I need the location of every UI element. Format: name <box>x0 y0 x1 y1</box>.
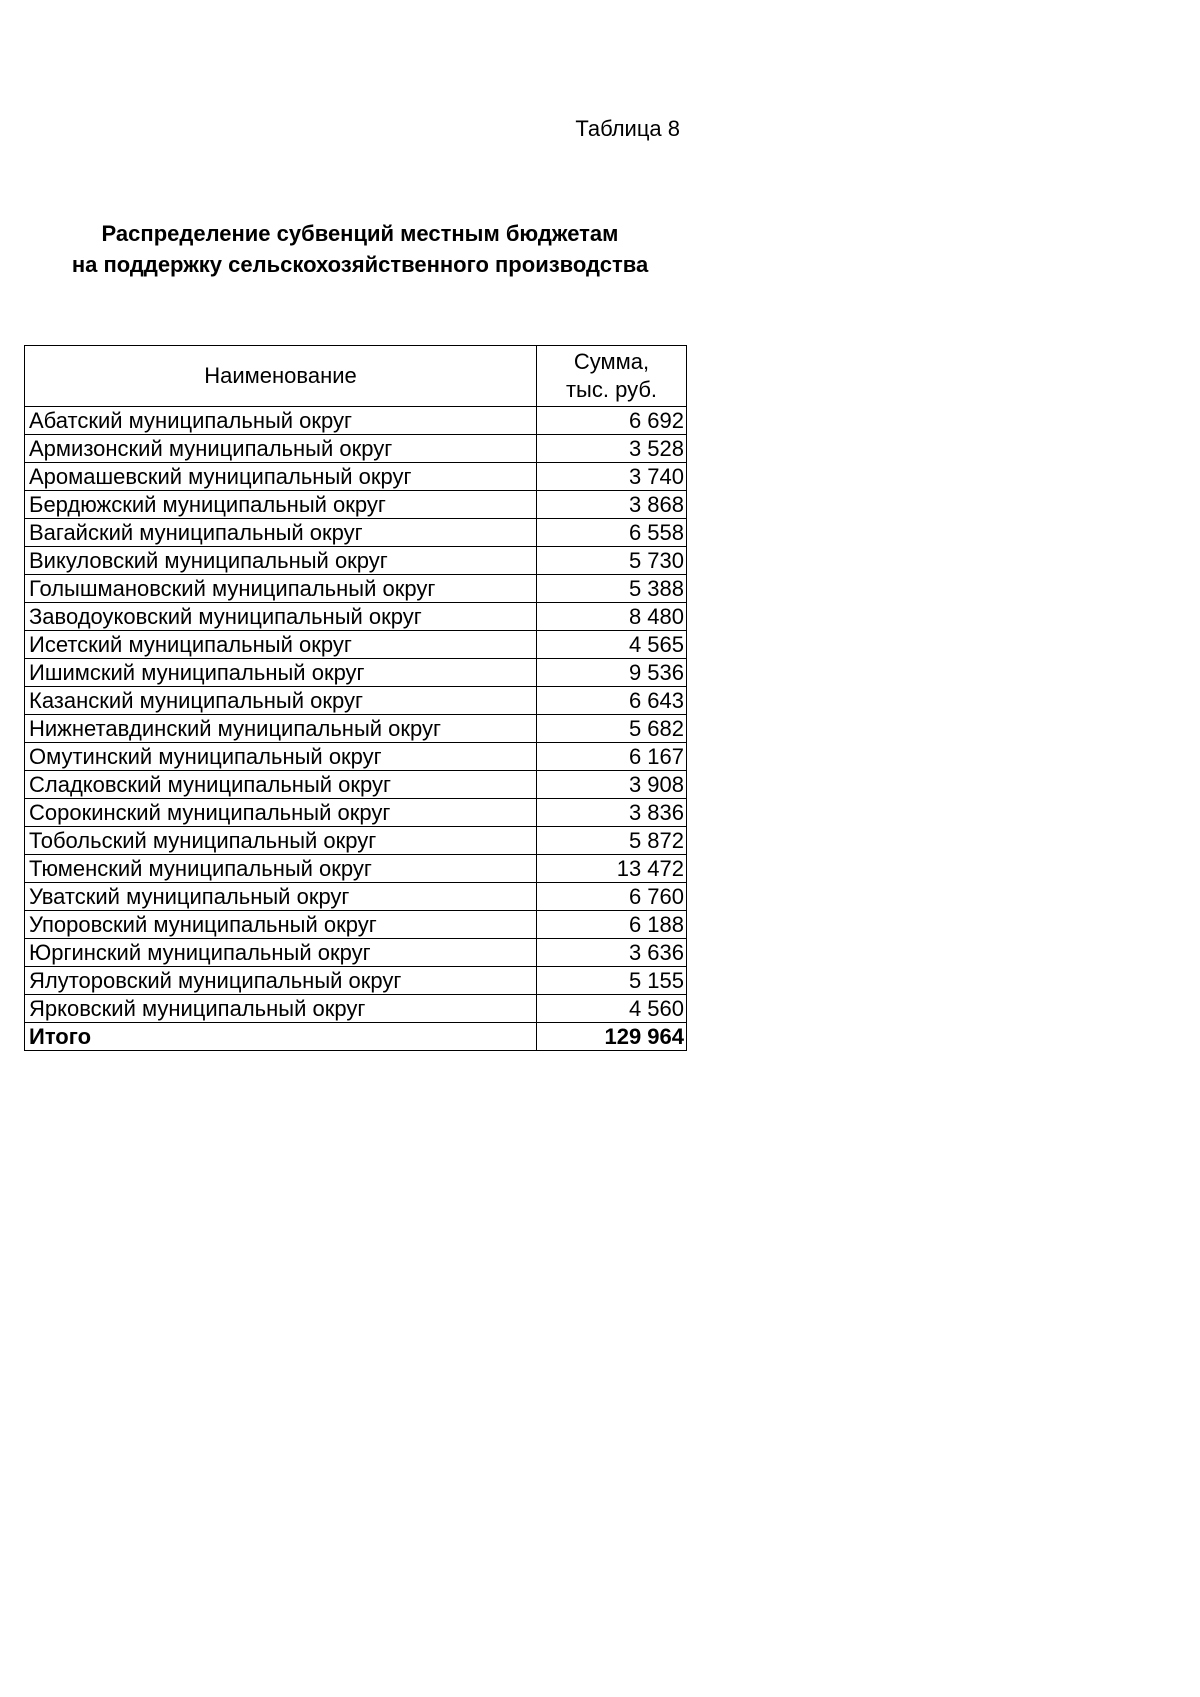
district-name-cell: Исетский муниципальный округ <box>25 631 537 659</box>
district-name-cell: Ялуторовский муниципальный округ <box>25 967 537 995</box>
amount-cell: 5 730 <box>537 547 687 575</box>
subvention-table <box>24 345 687 1051</box>
table-row <box>25 967 687 995</box>
district-name-cell: Сорокинский муниципальный округ <box>25 799 537 827</box>
district-name-cell: Армизонский муниципальный округ <box>25 435 537 463</box>
amount-cell: 3 528 <box>537 435 687 463</box>
table-row <box>25 883 687 911</box>
amount-cell: 3 740 <box>537 463 687 491</box>
district-name-cell: Ишимский муниципальный округ <box>25 659 537 687</box>
district-name-cell: Уватский муниципальный округ <box>25 883 537 911</box>
amount-cell: 6 692 <box>537 407 687 435</box>
district-name-cell: Голышмановский муниципальный округ <box>25 575 537 603</box>
table-row <box>25 491 687 519</box>
table-row <box>25 827 687 855</box>
table-row <box>25 771 687 799</box>
document-title <box>0 218 720 280</box>
district-name-cell: Викуловский муниципальный округ <box>25 547 537 575</box>
amount-cell: 5 155 <box>537 967 687 995</box>
amount-cell: 5 388 <box>537 575 687 603</box>
amount-cell: 6 188 <box>537 911 687 939</box>
district-name-cell: Тюменский муниципальный округ <box>25 855 537 883</box>
table-row <box>25 435 687 463</box>
column-header-sum-line1: Сумма, <box>573 349 650 374</box>
amount-cell: 3 636 <box>537 939 687 967</box>
amount-cell: 6 643 <box>537 687 687 715</box>
column-header-sum-line2: тыс. руб. <box>565 377 658 402</box>
district-name-cell: Тобольский муниципальный округ <box>25 827 537 855</box>
total-sum: 129 964 <box>537 1023 687 1051</box>
amount-cell: 6 760 <box>537 883 687 911</box>
table-number: Таблица 8 <box>575 116 680 141</box>
district-name-cell: Юргинский муниципальный округ <box>25 939 537 967</box>
amount-cell: 6 558 <box>537 519 687 547</box>
amount-cell: 9 536 <box>537 659 687 687</box>
district-name-cell: Абатский муниципальный округ <box>25 407 537 435</box>
table-header-row <box>25 346 687 407</box>
table-row <box>25 547 687 575</box>
amount-cell: 13 472 <box>537 855 687 883</box>
amount-cell: 8 480 <box>537 603 687 631</box>
table-row <box>25 519 687 547</box>
district-name-cell: Вагайский муниципальный округ <box>25 519 537 547</box>
title-line-2: на поддержку сельскохозяйственного производства <box>71 252 649 277</box>
table-row <box>25 715 687 743</box>
table-row <box>25 603 687 631</box>
column-header-sum <box>537 346 687 407</box>
amount-cell: 3 908 <box>537 771 687 799</box>
column-header-name: Наименование <box>25 346 537 407</box>
amount-cell: 3 868 <box>537 491 687 519</box>
table-body <box>25 407 687 1023</box>
district-name-cell: Омутинский муниципальный округ <box>25 743 537 771</box>
table-row <box>25 407 687 435</box>
total-row <box>25 1023 687 1051</box>
amount-cell: 3 836 <box>537 799 687 827</box>
table-row <box>25 631 687 659</box>
district-name-cell: Нижнетавдинский муниципальный округ <box>25 715 537 743</box>
table-row <box>25 659 687 687</box>
amount-cell: 5 872 <box>537 827 687 855</box>
district-name-cell: Упоровский муниципальный округ <box>25 911 537 939</box>
district-name-cell: Бердюжский муниципальный округ <box>25 491 537 519</box>
table-row <box>25 743 687 771</box>
table-row <box>25 939 687 967</box>
amount-cell: 4 565 <box>537 631 687 659</box>
table-row <box>25 463 687 491</box>
table-row <box>25 575 687 603</box>
district-name-cell: Ярковский муниципальный округ <box>25 995 537 1023</box>
district-name-cell: Заводоуковский муниципальный округ <box>25 603 537 631</box>
district-name-cell: Аромашевский муниципальный округ <box>25 463 537 491</box>
title-line-1: Распределение субвенций местным бюджетам <box>101 221 619 246</box>
amount-cell: 5 682 <box>537 715 687 743</box>
table-row <box>25 995 687 1023</box>
table-row <box>25 855 687 883</box>
table-row <box>25 911 687 939</box>
district-name-cell: Сладковский муниципальный округ <box>25 771 537 799</box>
table-row <box>25 799 687 827</box>
amount-cell: 6 167 <box>537 743 687 771</box>
district-name-cell: Казанский муниципальный округ <box>25 687 537 715</box>
total-label: Итого <box>25 1023 537 1051</box>
amount-cell: 4 560 <box>537 995 687 1023</box>
table-row <box>25 687 687 715</box>
